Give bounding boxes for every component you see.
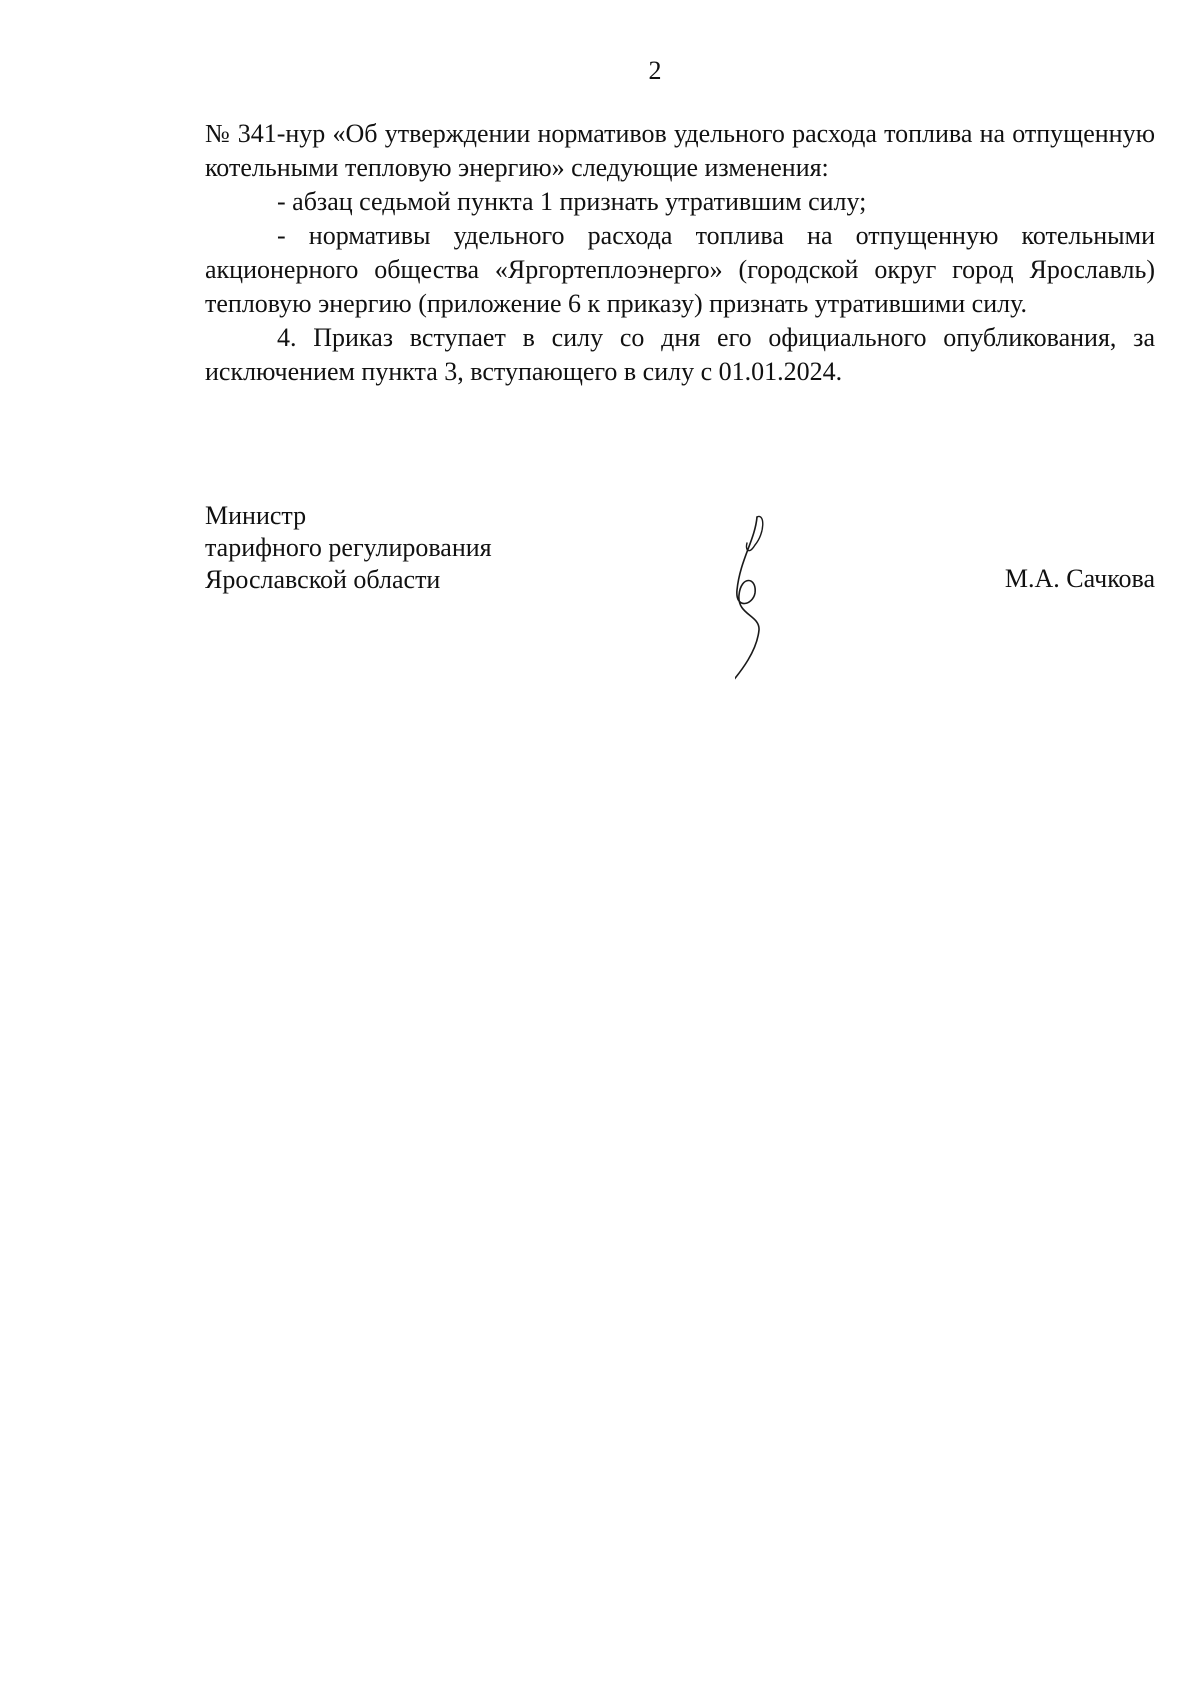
paragraph-order-reference: № 341-нур «Об утверждении нормативов удельного расхода топлива на отпущенную котельными тепловую энергию» следующие изменения: — [205, 119, 1155, 182]
paragraph-clause-4: 4. Приказ вступает в силу со дня его официального опубликования, за исключением пункта 3, вступающего в силу с 01.01.2024. — [205, 323, 1155, 386]
paragraph-item-norms: - нормативы удельного расхода топлива на отпущенную котельными акционерного общества «Яргортеплоэнерго» (городской округ город Ярославль) тепловую энергию (приложение 6 к приказу) признать утратившими силу. — [205, 221, 1155, 318]
paragraph-item-paragraph-seven: - абзац седьмой пункта 1 признать утратившим силу; — [277, 187, 867, 216]
page-number: 2 — [648, 56, 662, 85]
signatory-position — [205, 500, 492, 596]
signatory-name: М.А. Сачкова — [1004, 564, 1155, 593]
position-line: Ярославской области — [205, 565, 441, 594]
handwritten-signature — [735, 515, 845, 695]
document-body — [205, 117, 1155, 389]
position-line: Министр — [205, 501, 307, 530]
position-line: тарифного регулирования — [205, 533, 492, 562]
